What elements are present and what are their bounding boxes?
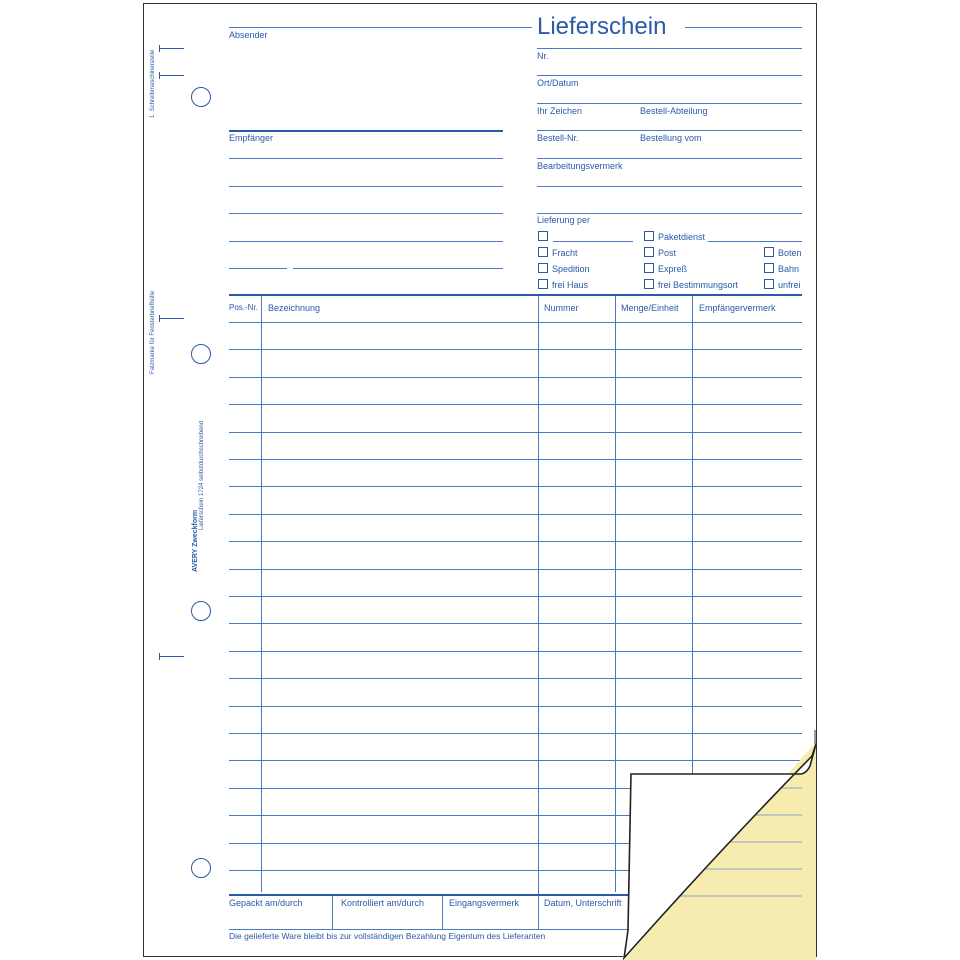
- boten-label: Boten: [778, 248, 802, 258]
- table-row-line[interactable]: [229, 623, 802, 624]
- typewriter-line-label: 1. Schreibmaschinenzeile: [150, 49, 156, 118]
- bahn-label: Bahn: [778, 264, 800, 274]
- form-title: Lieferschein: [537, 13, 667, 40]
- recipient-top-line: [229, 130, 503, 132]
- bearbeitung-line-2[interactable]: [537, 213, 802, 214]
- col-divider-1: [261, 296, 262, 892]
- bearbeitungsvermerk-label: Bearbeitungsvermerk: [537, 161, 623, 171]
- paketdienst-line[interactable]: [708, 241, 802, 242]
- checkbox-post[interactable]: [644, 247, 654, 257]
- checkbox-unfrei[interactable]: [764, 279, 774, 289]
- lieferung-per-label: Lieferung per: [537, 215, 591, 225]
- page-bottom-border: [143, 956, 623, 957]
- footer-divider-1: [332, 896, 333, 930]
- punch-hole-4: [191, 858, 211, 878]
- table-top-rule: [229, 294, 802, 296]
- col-header-pos: Pos.-Nr.: [229, 303, 258, 312]
- recipient-line-2[interactable]: [229, 186, 503, 187]
- ort-datum-line[interactable]: [537, 103, 802, 104]
- table-row-line[interactable]: [229, 404, 802, 405]
- table-row-line[interactable]: [229, 377, 802, 378]
- paketdienst-label: Paketdienst: [658, 232, 706, 242]
- recipient-label: Empfänger: [229, 133, 274, 143]
- ihr-zeichen-label: Ihr Zeichen: [537, 106, 583, 116]
- punch-hole-2: [191, 344, 211, 364]
- table-row-line[interactable]: [229, 349, 802, 350]
- nr-label: Nr.: [537, 51, 549, 61]
- table-row-line[interactable]: [229, 322, 802, 323]
- table-row-line[interactable]: [229, 678, 802, 679]
- ownership-note: Die gelieferte Ware bleibt bis zur vollständigen Bezahlung Eigentum des Lieferanten: [229, 931, 546, 941]
- checkbox-spedition[interactable]: [538, 263, 548, 273]
- product-label: Lieferschein 1724 selbstdurchschreibend: [199, 420, 205, 530]
- table-row-line[interactable]: [229, 432, 802, 433]
- nr-line[interactable]: [537, 75, 802, 76]
- express-label: Expreß: [658, 264, 688, 274]
- recipient-zip-line[interactable]: [229, 268, 287, 269]
- recipient-line-1[interactable]: [229, 158, 503, 159]
- col-header-vermerk: Empfängervermerk: [699, 303, 776, 313]
- fold-mark-1: [159, 318, 184, 319]
- fold-mark-label: Falzmarke für Fensterbriefhülle: [150, 290, 156, 374]
- fracht-label: Fracht: [552, 248, 578, 258]
- checkbox-fracht[interactable]: [538, 247, 548, 257]
- page-curl: [600, 730, 860, 960]
- recipient-line-3[interactable]: [229, 213, 503, 214]
- footer-divider-2: [442, 896, 443, 930]
- bestellung-vom-label: Bestellung vom: [640, 133, 702, 143]
- typewriter-mark-1: [159, 48, 184, 49]
- checkbox-frei-bestimmungsort[interactable]: [644, 279, 654, 289]
- spedition-label: Spedition: [552, 264, 590, 274]
- post-label: Post: [658, 248, 677, 258]
- typewriter-mark-2: [159, 75, 184, 76]
- table-row-line[interactable]: [229, 596, 802, 597]
- table-row-line[interactable]: [229, 569, 802, 570]
- checkbox-custom[interactable]: [538, 231, 548, 241]
- title-line: [685, 27, 802, 28]
- datum-label: Datum, Unterschrift: [544, 898, 622, 908]
- kontrolliert-label: Kontrolliert am/durch: [341, 898, 425, 908]
- checkbox-paketdienst[interactable]: [644, 231, 654, 241]
- bestell-abteilung-label: Bestell-Abteilung: [640, 106, 708, 116]
- unfrei-label: unfrei: [778, 280, 801, 290]
- nr-top-line: [537, 48, 802, 49]
- frei-bestimmungsort-label: frei Bestimmungsort: [658, 280, 739, 290]
- table-row-line[interactable]: [229, 514, 802, 515]
- col-header-nummer: Nummer: [544, 303, 579, 313]
- col-divider-2: [538, 296, 539, 896]
- recipient-line-4[interactable]: [229, 241, 503, 242]
- custom-delivery-line[interactable]: [553, 241, 633, 242]
- table-row-line[interactable]: [229, 651, 802, 652]
- table-row-line[interactable]: [229, 541, 802, 542]
- recipient-city-line[interactable]: [293, 268, 503, 269]
- ort-datum-label: Ort/Datum: [537, 78, 579, 88]
- footer-divider-3: [538, 896, 539, 930]
- checkbox-frei-haus[interactable]: [538, 279, 548, 289]
- table-row-line[interactable]: [229, 459, 802, 460]
- table-row-line[interactable]: [229, 706, 802, 707]
- gepackt-label: Gepackt am/durch: [229, 898, 303, 908]
- col-header-bezeichnung: Bezeichnung: [268, 303, 321, 313]
- punch-hole-1: [191, 87, 211, 107]
- checkbox-express[interactable]: [644, 263, 654, 273]
- col-header-menge: Menge/Einheit: [621, 303, 679, 313]
- punch-hole-3: [191, 601, 211, 621]
- brand-logo: AVERY Zweckform: [192, 509, 199, 572]
- eingang-label: Eingangsvermerk: [449, 898, 520, 908]
- zeichen-line[interactable]: [537, 130, 802, 131]
- checkbox-bahn[interactable]: [764, 263, 774, 273]
- bearbeitung-line-1[interactable]: [537, 186, 802, 187]
- frei-haus-label: frei Haus: [552, 280, 589, 290]
- bestell-nr-label: Bestell-Nr.: [537, 133, 579, 143]
- checkbox-boten[interactable]: [764, 247, 774, 257]
- fold-mark-2: [159, 656, 184, 657]
- sender-label: Absender: [229, 30, 268, 40]
- sender-top-line: [229, 27, 532, 28]
- table-row-line[interactable]: [229, 486, 802, 487]
- bestell-line[interactable]: [537, 158, 802, 159]
